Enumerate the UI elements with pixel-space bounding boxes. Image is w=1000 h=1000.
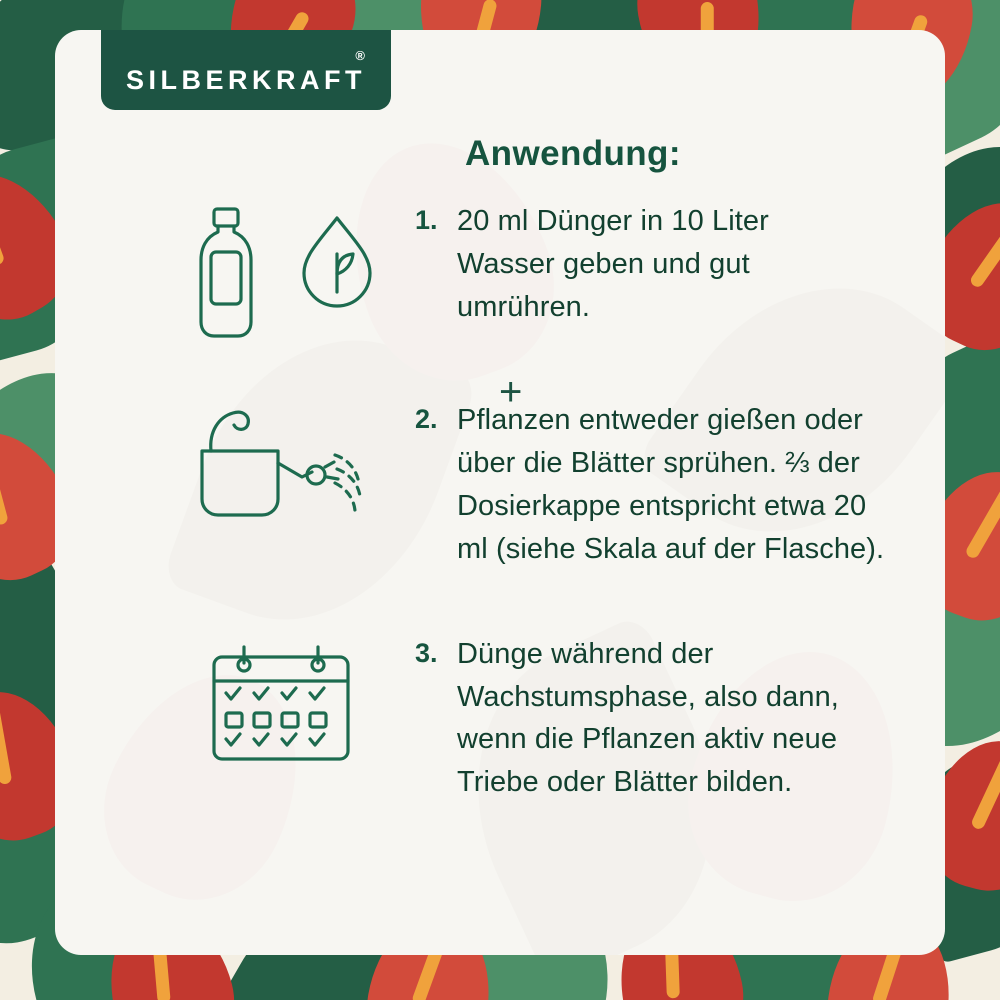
plus-icon: + <box>499 370 523 414</box>
step-text: Pflanzen entweder gießen oder über die Blätter sprühen. ⅔ der Dosierkappe entspricht etwa 20 ml (siehe Skala auf der Flasche). <box>457 404 885 565</box>
brand-name: SILBERKRAFT <box>126 65 366 95</box>
page-title: Anwendung: <box>465 134 681 173</box>
flower-spadix <box>0 189 5 267</box>
step-text: 20 ml Dünger in 10 Liter Wasser geben und gut umrühren. <box>457 205 769 323</box>
calendar-icon <box>165 633 415 769</box>
step-number: 3. <box>415 637 438 668</box>
flower-spadix <box>0 447 9 526</box>
step-item <box>165 399 905 571</box>
step-item <box>165 633 905 805</box>
flower-spadix <box>968 218 1000 289</box>
flower-spadix <box>964 486 1000 560</box>
content-card <box>55 30 945 955</box>
flower-spadix <box>0 706 12 785</box>
bottle-plus-droplet-icon <box>165 200 523 414</box>
watering-can-icon <box>165 399 415 535</box>
step-number: 2. <box>415 404 438 434</box>
brand-logo <box>101 30 391 110</box>
step-text: Dünge während der Wachstumsphase, also dann, wenn die Pflanzen aktiv neue Triebe oder Blätter bilden. <box>457 637 839 799</box>
registered-mark: ® <box>355 48 365 63</box>
step-item <box>165 200 905 414</box>
steps-list <box>165 180 905 856</box>
flower-spadix <box>970 755 1000 831</box>
step-number: 1. <box>415 205 438 235</box>
